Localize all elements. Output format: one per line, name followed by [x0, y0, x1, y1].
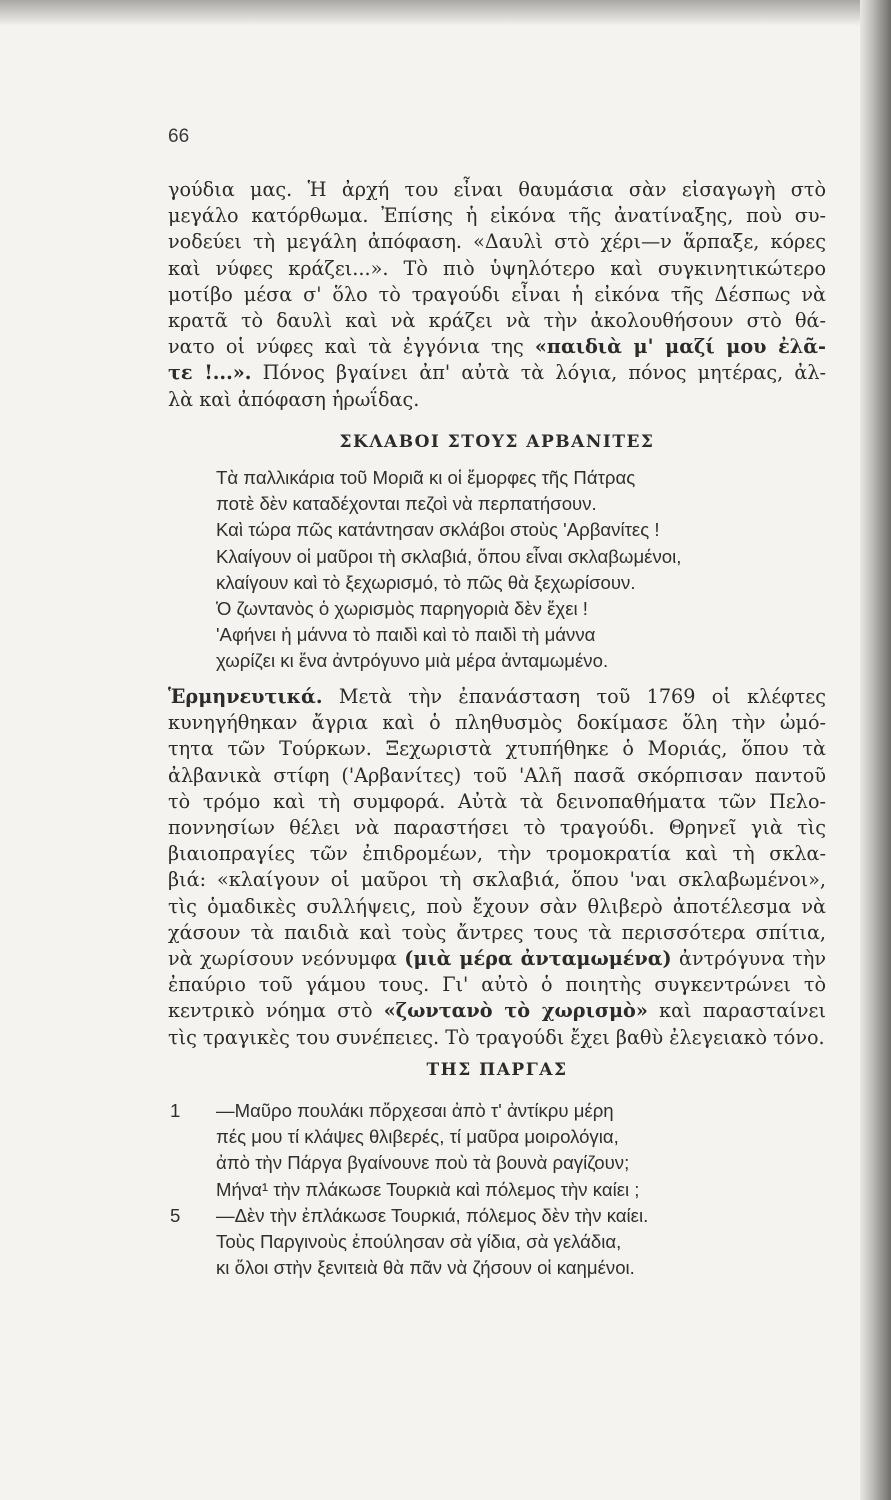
intro-line: γούδια μας. Ἡ ἀρχή του εἶναι θαυμάσια σὰν εἰσαγωγὴ στὸ — [168, 178, 826, 201]
intro-quote-bold: τε !...». — [168, 361, 252, 385]
poem1-body — [216, 465, 681, 675]
commentary-line: ἐπαύριο τοῦ γάμου τους. Γι' αὐτὸ ὁ ποιητὴς συγκεντρώνει τὸ — [168, 973, 826, 997]
poem1-verse: 'Αφήνει ἡ μάννα τὸ παιδὶ καὶ τὸ παιδὶ τὴ μάννα — [216, 624, 596, 646]
commentary-line-text: νὰ χωρίσουν νεόνυμφα — [168, 947, 405, 971]
poem2-verse — [170, 1098, 648, 1124]
commentary-line-text: κεντρικὸ νόημα στὸ — [168, 999, 384, 1023]
commentary-line — [168, 946, 826, 972]
verse-text: Τοὺς Παργινοὺς ἐπούλησαν σὰ γίδια, σὰ γελάδια, — [216, 1231, 622, 1253]
commentary-line-text: ἀντρόγυνα τὴν — [671, 947, 827, 971]
poem2-verse — [170, 1203, 649, 1229]
intro-line: μοτίβο μέσα σ' ὅλο τὸ τραγούδι εἶναι ἡ εἰκόνα τῆς Δέσπως νὰ — [168, 282, 826, 306]
scan-top-shadow — [0, 0, 891, 26]
verse-text: πές μου τί κλάψες θλιβερές, τί μαῦρα μοιρολόγια, — [216, 1126, 619, 1148]
intro-line — [168, 334, 826, 360]
commentary-line: ἀλβανικὰ στίφη ('Αρβανίτες) τοῦ 'Αλῆ πασᾶ σκόρπισαν παντοῦ — [168, 763, 826, 787]
poem1-verse: χωρίζει κι ἕνα ἀντρόγυνο μιὰ μέρα ἀνταμωμένο. — [216, 650, 609, 672]
commentary-line: ποννησίων θέλει νὰ παραστήσει τὸ τραγούδι. Θρηνεῖ γιὰ τὶς — [168, 816, 826, 840]
intro-line: καὶ νύφες κράζει...». Τὸ πιὸ ὑψηλότερο καὶ συγκινητικώτερο — [168, 256, 826, 280]
poem2-verse — [216, 1177, 648, 1203]
poem2-body — [170, 1098, 649, 1281]
commentary-line: βιά: «κλαίγουν οἱ μαῦροι τὴ σκλαβιά, ὅπου 'ναι σκλαβωμένοι», — [168, 868, 826, 892]
intro-line: μεγάλο κατόρθωμα. Ἐπίσης ἡ εἰκόνα τῆς ἀνατίναξης, ποὺ συ- — [168, 204, 826, 228]
poem2-verse — [216, 1124, 648, 1150]
commentary-line — [168, 998, 826, 1024]
poem1-verse: Ὁ ζωντανὸς ὁ χωρισμὸς παρηγοριὰ δὲν ἔχει ! — [216, 598, 588, 620]
commentary-line: τὸ τρόμο καὶ τὴ συμφορά. Αὐτὰ τὰ δεινοπαθήματα τῶν Πελο- — [168, 789, 826, 813]
verse-text: —Δὲν τὴν ἐπλάκωσε Τουρκιά, πόλεμος δὲν τὴν καίει. — [216, 1204, 649, 1226]
commentary-quote-bold: (μιὰ μέρα ἀνταμωμένα) — [404, 947, 672, 971]
commentary-label: Ἑρμηνευτικά. — [168, 685, 323, 708]
commentary-line: βιαιοπραγίες τῶν ἐπιδρομέων, τὴν τρομοκρατία καὶ τὴ σκλα- — [168, 842, 826, 866]
poem1-verse: ποτὲ δὲν καταδέχονται πεζοὶ νὰ περπατήσουν. — [216, 493, 597, 515]
commentary-line — [168, 684, 826, 710]
verse-text: ἀπὸ τὴν Πάργα βγαίνουνε ποὺ τὰ βουνὰ ραγίζουν; — [216, 1152, 630, 1174]
verse-text: κι ὅλοι στὴν ξενιτειὰ θὰ πᾶν νὰ ζήσουν οἱ καημένοι. — [216, 1257, 635, 1279]
intro-line: κρατᾶ τὸ δαυλὶ καὶ νὰ κράζει νὰ τὴν ἀκολουθήσουν στὸ θά- — [168, 309, 826, 333]
poem1-verse: Καὶ τώρα πῶς κατάντησαν σκλάβοι στοὺς 'Αρβανίτες ! — [216, 519, 660, 541]
poem1-verse: κλαίγουν καὶ τὸ ξεχωρισμό, τὸ πῶς θὰ ξεχωρίσουν. — [216, 571, 636, 593]
commentary-line-text: καὶ παρασταίνει — [647, 999, 826, 1023]
intro-quote-bold: «παιδιὰ μ' μαζί μου ἐλᾶ- — [534, 335, 826, 359]
poem2-verse — [216, 1255, 648, 1281]
commentary-line: χάσουν τὰ παιδιὰ καὶ τοὺς ἄντρες τους τὰ περισσότερα σπίτια, — [168, 920, 826, 944]
commentary-paragraph — [168, 684, 826, 1051]
commentary-quote-bold: «ζωντανὸ τὸ χωρισμὸ» — [383, 999, 648, 1023]
commentary-line: τὶς ὁμαδικὲς συλλήψεις, ποὺ ἔχουν σὰν θλιβερὸ ἀποτέλεσμα νὰ — [168, 894, 826, 918]
poem1-verse: Τὰ παλλικάρια τοῦ Μοριᾶ κι οἱ ἔμορφες τῆς Πάτρας — [216, 467, 636, 488]
commentary-line-text: Μετὰ τὴν ἐπανάσταση τοῦ 1769 οἱ κλέφτες — [322, 685, 826, 708]
poem2-title: ΤΗΣ ΠΑΡΓΑΣ — [426, 1060, 568, 1080]
intro-line — [168, 360, 826, 386]
verse-text: —Μαῦρο πουλάκι πὄρχεσαι ἀπὸ τ' ἀντίκρυ μέρη — [216, 1100, 614, 1121]
poem2-verse — [216, 1150, 648, 1176]
scan-page-edge — [860, 0, 891, 1500]
commentary-line: τὶς τραγικὲς του συνέπειες. Τὸ τραγούδι ἔχει βαθὺ ἐλεγειακὸ τόνο. — [168, 1025, 825, 1049]
verse-number: 5 — [170, 1204, 181, 1226]
poem1-title: ΣΚΛΑΒΟΙ ΣΤΟΥΣ ΑΡΒΑΝΙΤΕΣ — [339, 432, 655, 452]
commentary-line: κυνηγήθηκαν ἄγρια καὶ ὁ πληθυσμὸς δοκίμασε ὅλη τὴν ὠμό- — [168, 711, 826, 735]
poem2-verse — [216, 1229, 648, 1255]
poem1-verse: Κλαίγουν οἱ μαῦροι τὴ σκλαβιά, ὅπου εἶναι σκλαβωμένοι, — [216, 545, 682, 567]
intro-line: νοδεύει τὴ μεγάλη ἀπόφαση. «Δαυλὶ στὸ χέρι—ν ἅρπαξε, κόρες — [168, 230, 826, 254]
intro-line: λὰ καὶ ἀπόφαση ἡρωΐδας. — [168, 387, 420, 411]
verse-text: Μήνα¹ τὴν πλάκωσε Τουρκιὰ καὶ πόλεμος τὴν καίει ; — [216, 1178, 640, 1200]
commentary-line: τητα τῶν Τούρκων. Ξεχωριστὰ χτυπήθηκε ὁ Μοριάς, ὅπου τὰ — [168, 737, 826, 761]
intro-line-text: νατο οἱ νύφες καὶ τὰ ἐγγόνια της — [168, 335, 535, 359]
page-number: 66 — [168, 126, 190, 147]
intro-paragraph — [168, 177, 826, 413]
verse-number: 1 — [170, 1100, 181, 1121]
intro-line-text: Πόνος βγαίνει ἀπ' αὐτὰ τὰ λόγια, πόνος μητέρας, ἀλ- — [251, 361, 826, 385]
